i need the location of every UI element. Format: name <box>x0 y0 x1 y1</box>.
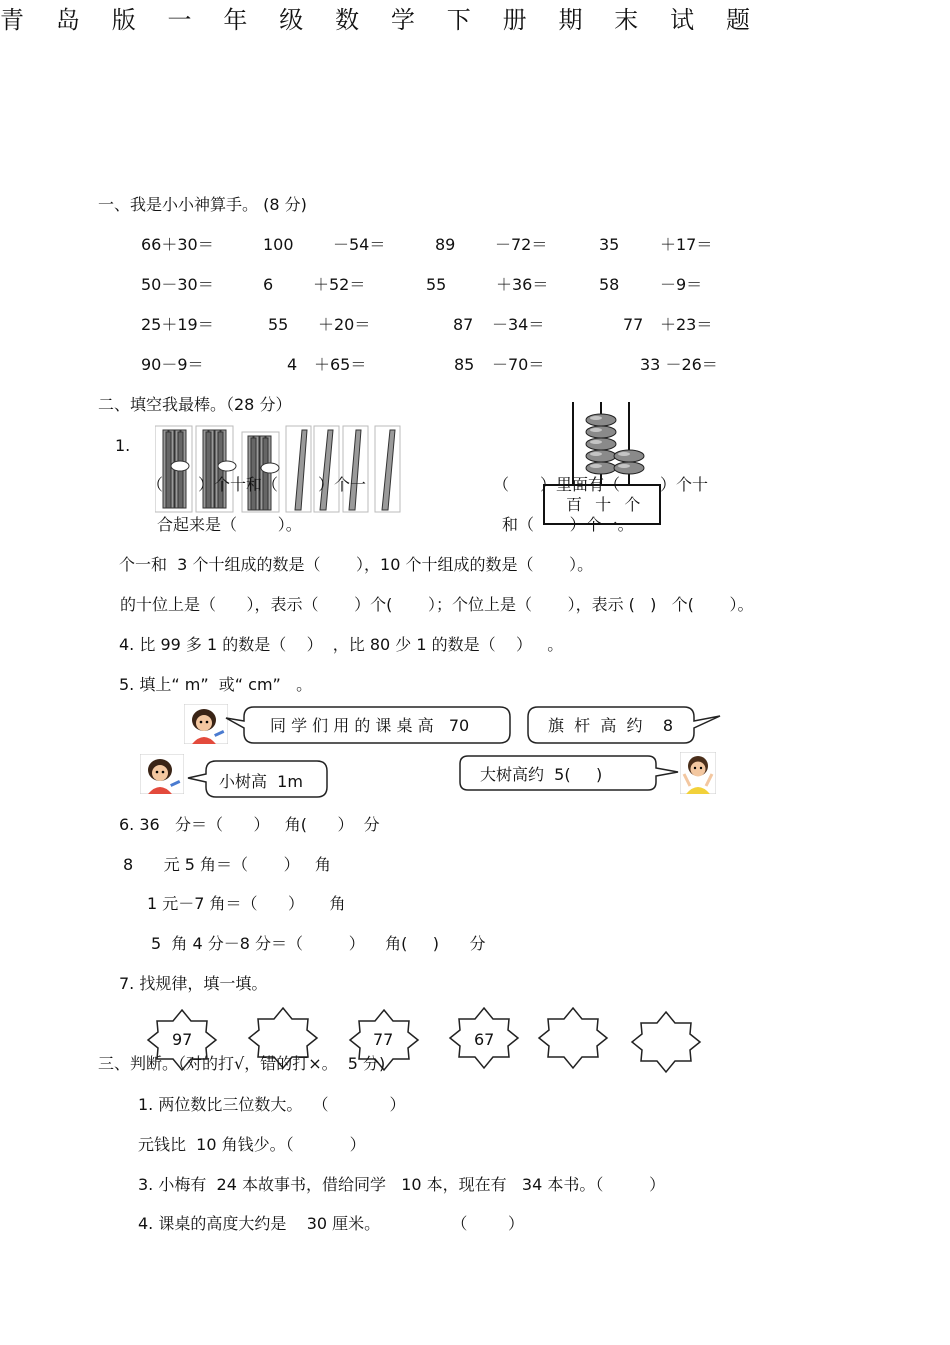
calc-cell: 90－9＝ <box>141 355 204 374</box>
title-char: 岛 <box>55 6 80 34</box>
calc-cell: 85 <box>454 355 475 374</box>
calc-cell: 89 <box>435 235 456 254</box>
q1-left-ones-label: ）个一 <box>318 475 367 494</box>
title-char: 年 <box>223 6 248 34</box>
title-char: 学 <box>390 6 415 34</box>
pattern-star <box>630 1010 702 1074</box>
q1-right-tens-label: ）里面有（ <box>540 475 621 494</box>
bubble-desk-text: 同 学 们 用 的 课 桌 高 70 <box>270 716 470 735</box>
title-char: 一 <box>167 6 192 34</box>
calc-cell: ＋36＝ <box>496 275 549 294</box>
calc-cell: ＋20＝ <box>318 315 371 334</box>
calc-cell: ＋17＝ <box>660 235 713 254</box>
calc-cell: ＋23＝ <box>660 315 713 334</box>
star-value: 67 <box>474 1030 495 1049</box>
q7-text: 7. 找规律，填一填。 <box>119 974 268 993</box>
section3-heading: 三、判断。（对的打√，错的打×。 5 分) <box>98 1054 386 1073</box>
q1-right-tens-suffix: ）个十 <box>660 475 709 494</box>
q1-left-paren-open: （ <box>147 475 164 494</box>
q6-line1: 6. 36 分＝（ ） 角( ） 分 <box>119 815 380 834</box>
child-avatar-3 <box>680 752 716 794</box>
calc-cell: －70＝ <box>492 355 545 374</box>
title-char: 数 <box>335 6 360 34</box>
calc-cell: －72＝ <box>495 235 548 254</box>
calc-cell: 6 <box>263 275 274 294</box>
pattern-star <box>537 1006 609 1070</box>
q1-right-paren-open: （ <box>493 475 510 494</box>
calc-cell: －54＝ <box>333 235 386 254</box>
calc-cell: ＋52＝ <box>313 275 366 294</box>
calc-cell: 35 <box>599 235 620 254</box>
star-value: 97 <box>172 1030 193 1049</box>
title-char: 级 <box>279 6 304 34</box>
q1-right-ones: 和（ ）个一。 <box>502 515 634 534</box>
q6-line4: 5 角 4 分－8 分＝（ ） 角( ) 分 <box>151 934 486 953</box>
bubble-flagpole-text: 旗 杆 高 约 8 <box>548 716 674 735</box>
calc-cell: 25＋19＝ <box>141 315 214 334</box>
calc-cell: 77 <box>623 315 644 334</box>
star-value: 77 <box>373 1030 394 1049</box>
abacus-place-labels: 百 十 个 <box>566 495 642 514</box>
q6-line2: 8 元 5 角＝（ ） 角 <box>123 855 331 874</box>
section1-heading: 一、我是小小神算手。 (8 分) <box>98 195 307 214</box>
q4-text: 4. 比 99 多 1 的数是（ ） ，比 80 少 1 的数是（ ） 。 <box>119 635 564 654</box>
judge-item: 4. 课桌的高度大约是 30 厘米。 （ ） <box>138 1214 525 1233</box>
stick-bundles-image <box>155 424 405 516</box>
title-char: 版 <box>111 6 136 34</box>
judge-item: 1. 两位数比三位数大。 （ ） <box>138 1095 406 1114</box>
calc-cell: －34＝ <box>492 315 545 334</box>
calc-cell: 55 <box>268 315 289 334</box>
calc-cell: 33 －26＝ <box>640 355 718 374</box>
section2-heading: 二、填空我最棒。（28 分） <box>98 395 292 414</box>
calc-cell: 50－30＝ <box>141 275 214 294</box>
title-char: 试 <box>670 6 695 34</box>
title-char: 青 <box>0 6 24 34</box>
calc-cell: 66＋30＝ <box>141 235 214 254</box>
calc-cell: 87 <box>453 315 474 334</box>
calc-cell: 100 <box>263 235 294 254</box>
q5-text: 5. 填上“ m” 或“ cm” 。 <box>119 675 313 694</box>
title-char: 期 <box>558 6 583 34</box>
q1-left-total: 合起来是（ ）。 <box>157 515 302 534</box>
bubble-small-tree-text: 小树高 1m <box>219 772 303 791</box>
child-avatar-2 <box>140 754 184 794</box>
calc-cell: 58 <box>599 275 620 294</box>
q1-left-tens-label: ）个十和（ <box>198 475 279 494</box>
title-char: 题 <box>725 6 750 34</box>
title-char: 册 <box>502 6 527 34</box>
judge-item: 元钱比 10 角钱少。（ ） <box>138 1135 366 1154</box>
calc-cell: －9＝ <box>660 275 703 294</box>
child-avatar-1 <box>184 704 228 744</box>
judge-item: 3. 小梅有 24 本故事书，借给同学 10 本，现在有 34 本书。（ ） <box>138 1175 666 1194</box>
q2-text: 个一和 3 个十组成的数是（ ），10 个十组成的数是（ ）。 <box>119 555 594 574</box>
bubble-big-tree-text: 大树高约 5( ) <box>480 765 603 784</box>
q6-line3: 1 元－7 角＝（ ） 角 <box>147 894 346 913</box>
title-char: 下 <box>446 6 471 34</box>
title-char: 末 <box>614 6 639 34</box>
q1-number: 1. <box>115 436 131 455</box>
q3-text: 的十位上是（ ），表示（ ）个( ）；个位上是（ ），表示 ( ) 个( ）。 <box>120 595 754 614</box>
page-title <box>0 0 750 35</box>
calc-cell: 4 <box>287 355 298 374</box>
calc-cell: ＋65＝ <box>314 355 367 374</box>
calc-cell: 55 <box>426 275 447 294</box>
